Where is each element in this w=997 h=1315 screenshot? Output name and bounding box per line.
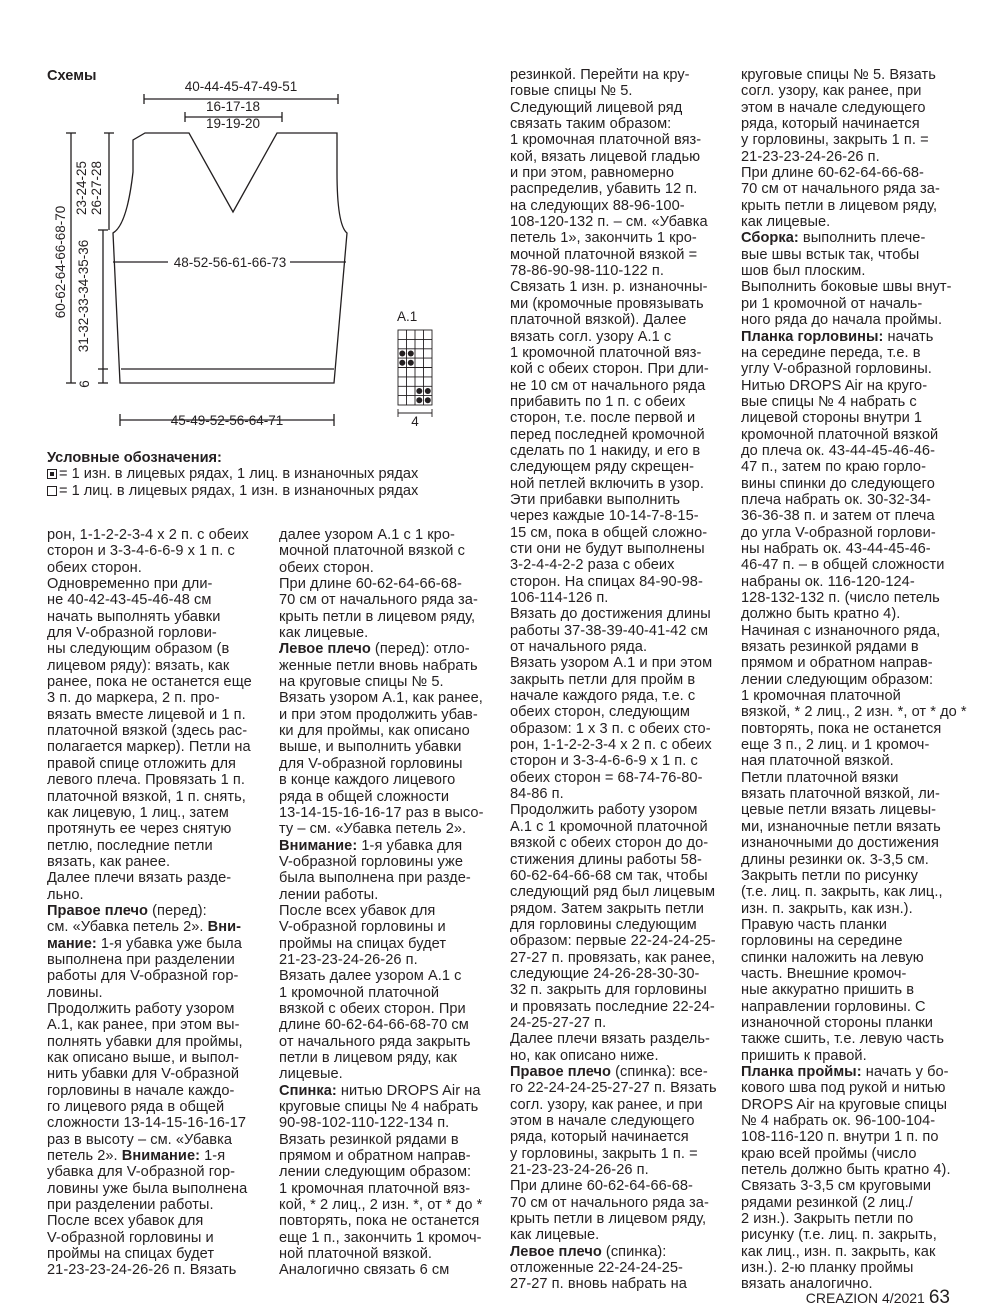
neck-label-2: 19-19-20 [205,116,261,131]
text-line: прибавить по 1 п. с обеих [510,393,686,410]
text-line: вины спинки до следующего [741,475,935,492]
text-line: Закрыть петли по рисунку [741,867,918,884]
text-line: ной платочной вязкой. [279,1246,433,1263]
text-line: Выполнить боковые швы внут- [741,279,952,296]
text-line: 78-86-90-98-110-122 п. [510,263,664,280]
text-line: 70 см от начального ряда за- [510,1194,709,1211]
text-line: этом в начале следующего [510,1113,695,1129]
text-line: 1 кромочной платочной [279,984,440,1001]
text-line: платочной вязкой). Далее [510,312,687,329]
text-line: закрыть петли для пройм в [510,671,696,688]
legend-item-filled: = 1 изн. в лицевых рядах, 1 лиц. в изнаночных рядах [47,466,418,482]
text-line: 27-27 п. вновь набрать на [510,1276,687,1293]
text-line: проймы на спицах будет [47,1246,215,1263]
text-line: направлении горловины. С [741,998,926,1015]
text-line: раз в высоту – см. «Убавка [47,1131,233,1148]
text-line: стижения длины работы 58- [510,851,702,868]
text-line: еще 3 п., 2 лиц. и 1 кромоч- [741,737,930,754]
text-line: го 22-24-24-25-27-27 п. Вязать [510,1080,717,1097]
text-line: 13-14-15-16-16-17 раз в высо- [279,804,484,821]
text-line: на круговые спицы № 5. [279,674,444,691]
text-line: При длине 60-62-64-66-68- [741,165,924,182]
text-line: рон, 1-1-2-2-3-4 х 2 п. с обеих [47,527,249,543]
text-line: от начального ряда. [510,639,648,656]
text-line: лении следующим образом: [741,671,934,688]
text-line: вязкой, * 2 лиц., 2 изн. *, от * до * [741,704,967,721]
text-line: длины резинки ок. 3-3,5 см. [741,851,929,868]
text-line: обеих сторон = 68-74-76-80- [510,769,703,786]
text-line: как лицевую, 1 лиц., затем [47,804,229,821]
legend-heading: Условные обозначения: [47,450,222,466]
legend [47,450,418,499]
text-line: крыть петли в лицевом ряду, [510,1211,707,1228]
text-line: После всех убавок для [279,902,436,919]
text-line: (т.е. лиц. п. закрыть, как лиц., [741,884,943,901]
legend-item-empty: = 1 лиц. в лицевых рядах, 1 изн. в изнаночных рядах [47,483,418,499]
text-line: до угла V-образной горлови- [741,524,936,541]
text-line: 60-62-64-66-68 см так, чтобы [510,867,708,884]
text-line: ряда в общей сложности [279,788,450,805]
text-line: лицевые. [279,1066,343,1083]
text-line: петель 1», закончить 1 кро- [510,230,697,247]
text-line: 108-116-120 п. внутри 1 п. по [741,1129,939,1146]
total-length-label: 60-62-64-66-68-70 [53,205,68,319]
text-line: ми (кромочные провязывать [510,295,704,312]
text-line: для V-образной горлови- [47,625,217,642]
text-line: ряда, который начинается [741,116,920,133]
text-line: 108-120-132 п. – см. «Убавка [510,214,708,231]
text-line: № 4 набрать ок. 96-100-104- [741,1113,936,1129]
text-line: должно быть кратно 4). [741,606,901,623]
text-line: набраны ок. 116-120-124- [741,573,915,590]
text-line: следующем ряду скрещен- [510,459,695,476]
text-line: Вязать узором А.1 и при этом [510,655,713,672]
text-line: от начального ряда закрыть [279,1033,471,1050]
right-shoulder-back-heading: Правое плечо (спинка): все- [510,1063,708,1080]
text-line: далее узором А.1 с 1 кро- [279,527,455,543]
text-column-2 [279,527,484,1279]
text-line: до плеча ок. 43-44-45-46-46- [741,442,935,459]
text-line: через каждые 10-14-7-8-15- [510,508,699,525]
text-line: работы 37-38-39-40-41-42 см [510,622,709,639]
text-line: изнаночной стороны планки [741,1014,934,1031]
left-shoulder-front-heading: Левое плечо (перед): отло- [279,641,470,658]
text-line: убавка для V-образной гор- [47,1164,236,1181]
text-line: 32 п. закрыть для горловины [510,982,707,999]
text-line: следующий ряд был лицевым [510,884,716,901]
text-line: кой с обеих сторон. При дли- [510,361,709,378]
text-line: ранее, пока не останется еще [47,674,252,691]
text-line: пришить к правой. [741,1047,867,1064]
text-line: как лицевые. [279,625,369,642]
text-line: 2 изн.). Закрыть петли по [741,1211,914,1228]
text-line: вые швы встык так, чтобы [741,246,920,263]
text-line: горловины на середине [741,933,903,950]
text-line: Начиная с изнаночного ряда, [741,622,941,639]
text-line: Одновременно при дли- [47,576,213,593]
neck-label-1: 16-17-18 [205,99,261,114]
rib-label: 6 [77,380,92,388]
text-line: 27-27 п. провязать, как ранее, [510,949,716,966]
col1-lines [47,527,252,903]
text-line: При длине 60-62-64-66-68- [279,576,462,593]
text-column-1: рон, 1-1-2-2-3-4 х 2 п. с обеих сторон и 3-3-4-6-6-9 х 1 п. с обеих сторон. Одновременно при дли- не 40-42-43-45-46-48 см начать выполнять убавки для V-образной горлови- ны следующим образом (в лицевом ряду): вязать, как ранее, пока не останется еще 3 п. до маркера, 2 п. про- вязать вместе лицевой и 1 п. платочной вязкой (здесь рас- полагается маркер). Петли на правой спице отложить для левого плеча. Провязать 1 п. платочной вязкой, 1 п. снять, как лицевую, 1 лиц., затем протянуть ее через снятую петлю, последние петли вязать, как ранее. Далее плечи вязать разде- льно. Правое плечо (перед): см. «Убавка петель 2». Вни- мание: 1-я убавка уже была выполнена при разделении работы для V-образной гор- ловины. Продолжить работу узором А.1, как ранее, при этом вы- полнять убавки для проймы, как описано выше, и выпол- нить убавки для V-образной горловины в начале каждо- го лицевого ряда в общей сложности 13-14-15-16-16-17 раз в высоту – см. «Убавка петель 2». Внимание: 1-я убавка для V-образной гор- ловины уже была выполнена при разделении работы. После всех убавок для V-образной горловины и проймы на спицах будет 21-23-23-24-26-26 п. Вязать [47,527,252,1279]
text-line: 3 п. до маркера, 2 п. про- [47,690,220,707]
text-line: кой, * 2 лиц., 2 изн. *, от * до * [279,1197,483,1214]
text-line: обеих сторон. [47,559,142,576]
text-line: Эти прибавки выполнить [510,491,681,508]
text-line: выше, и выполнить убавки [279,739,462,756]
text-line: V-образной горловины уже [279,853,463,870]
text-line: DROPS Air на круговые спицы [741,1096,947,1113]
text-line: 70 см от начального ряда за- [741,181,940,198]
text-line: сложности 13-14-15-16-16-17 [47,1115,247,1132]
text-line: мочной платочной вязкой с [279,543,465,560]
text-line: 21-23-23-24-26-26 п. [741,148,880,165]
text-line: ки для проймы, как описано [279,723,470,740]
text-line: повторять, пока не останется [279,1213,480,1230]
text-line: работы для V-образной гор- [47,968,239,985]
text-line: рисунку (т.е. лиц. п. закрыть, [741,1227,937,1244]
text-line: ряда, который начинается [510,1129,689,1146]
text-line: Вязать узором А.1, как ранее, [279,690,483,707]
text-line: сторон, т.е. после первой и [510,410,696,427]
text-line: в конце каждого лицевого [279,772,456,789]
text-line: протянуть ее через снятую [47,821,232,838]
text-line: краю всей проймы (число [741,1145,917,1162]
text-line: сторон и 3-3-4-6-6-9 х 1 п. с [47,543,235,560]
text-line: вязать согл. узору А.1 с [510,328,672,345]
text-line: Нитью DROPS Air на круго- [741,377,928,394]
text-line: длине 60-62-64-66-68-70 см [279,1017,469,1034]
text-line: Далее плечи вязать раздель- [510,1031,710,1048]
text-line: плеча набрать ок. 30-32-34- [741,491,931,508]
text-line: вязать, как ранее. [47,853,171,870]
text-line: После всех убавок для [47,1213,204,1230]
chest-label: 48-52-56-61-66-73 [173,255,287,270]
text-line: Связать 3-3,5 см круговыми [741,1178,932,1195]
text-line: левого плеча. Провязать 1 п. [47,772,245,789]
text-line: V-образной горловины и [47,1229,214,1246]
side-length-label: 31-32-33-34-35-36 [76,239,91,353]
back-heading: Спинка: нитью DROPS Air на [279,1082,481,1099]
bottom-label: 45-49-52-56-64-71 [170,413,284,428]
text-line: 1 кромочная платочной вяз- [279,1180,471,1197]
text-line: ловины. [47,984,103,1001]
text-line: круговые спицы № 4 набрать [279,1099,479,1116]
text-line: Далее плечи вязать разде- [47,870,232,887]
page-footer [806,1287,950,1309]
text-line: ри 1 кромочной от началь- [741,295,923,312]
armhole-label-2: 26-27-28 [89,160,104,216]
text-line: ны следующим образом (в [47,641,230,658]
text-line: рон, 1-1-2-2-3-4 х 2 п. с обеих [510,737,712,754]
text-line: повторять, пока не останется [741,720,942,737]
text-line: льно. [47,886,84,903]
text-line: вязкой с обеих сторон до до- [510,835,709,852]
text-line: 21-23-23-24-26-26 п. [510,1162,649,1179]
text-line: 1 кромочная платочной [741,688,901,705]
text-line: Вязать далее узором А.1 с [279,968,462,985]
neckband-heading: Планка горловины: начать [741,328,934,345]
text-line: согл. узору, как ранее, и при [510,1096,703,1113]
text-line: мочной платочной вязкой = [510,246,698,263]
text-line: но, как описано ниже. [510,1047,659,1064]
text-line: горловины в начале каждо- [47,1082,235,1099]
text-line: сти они не будут выполнены [510,540,705,557]
text-line: рядом. Затем закрыть петли [510,900,704,917]
text-line: резинкой. Перейти на кру- [510,67,690,83]
text-line: 70 см от начального ряда за- [279,592,478,609]
text-line: еще 1 п., закончить 1 кромоч- [279,1229,482,1246]
page-number: 63 [928,1287,950,1308]
text-line: для V-образной горловины [279,755,463,772]
text-line: углу V-образной горловины. [741,361,932,378]
text-line: Правую часть планки [741,916,887,933]
col1b-lines [47,952,252,1148]
text-line: вые спицы № 4 набрать с [741,393,917,410]
text-line: Продолжить работу узором [47,1000,235,1017]
text-line: лении работы. [279,886,379,903]
armhole-label-1: 23-24-25 [74,160,89,216]
text-line: Аналогично связать 6 см [279,1262,450,1279]
right-shoulder-front-heading: Правое плечо (перед): [47,902,207,919]
text-line: была выполнена при разде- [279,870,471,887]
filled-square-icon [47,469,57,479]
text-line: лицевой стороны внутри 1 [741,410,923,427]
text-line: не 10 см от начального ряда [510,377,706,394]
text-line: Вязать резинкой рядами в [279,1131,459,1148]
text-line: вязкой с обеих сторон. При [279,1000,466,1017]
text-line: При длине 60-62-64-66-68- [510,1178,693,1195]
text-line: петлю, последние петли [47,837,213,854]
text-line: согл. узору, как ранее, при [741,83,922,100]
text-line: и при этом продолжить убав- [279,706,478,723]
text-line: полнять убавки для проймы, [47,1033,243,1050]
text-line: Связать 1 изн. р. изнаночны- [510,279,708,296]
text-line: 36-36-38 п. и затем от плеча [741,508,935,525]
text-line: женные петли вновь набрать [279,657,478,674]
chart-a1-grid [398,330,432,417]
text-line: изн. п. закрыть, как изн.). [741,900,913,917]
text-line: петель должно быть кратно 4). [741,1162,951,1179]
assembly-heading: Сборка: выполнить плече- [741,230,926,247]
text-line: следующие 24-26-28-30-30- [510,965,700,982]
text-line: начать выполнять убавки [47,608,221,625]
text-line: при разделении работы. [47,1197,214,1214]
empty-square-icon [47,486,57,496]
text-line: 46-47 п. – в общей сложности [741,557,945,574]
text-line: часть. Внешние кромоч- [741,965,907,982]
text-line: Вязать до достижения длины [510,606,711,623]
text-line: вязать платочной вязкой, ли- [741,786,940,803]
text-line: полагается маркер). Петли на [47,739,251,756]
text-column-3 [510,67,717,1293]
text-line: нить убавки для V-образной [47,1066,240,1083]
text-line: лении следующим образом: [279,1164,472,1181]
text-line: говые спицы № 5. [510,83,633,100]
text-line: V-образной горловины и [279,919,446,936]
text-line: петли в лицевом ряду, как [279,1050,457,1066]
text-line: спинки наложить на левую [741,949,924,966]
text-line: этом в начале следующего [741,99,926,116]
text-line: сторон и 3-3-4-6-6-9 х 1 п. с [510,753,698,770]
top-width-label: 40-44-45-47-49-51 [184,79,298,94]
text-line: проймы на спицах будет [279,935,447,952]
text-line: кой, вязать лицевой гладью [510,148,701,165]
text-line: у горловины, закрыть 1 п. = [741,132,929,149]
text-line: А.1, как ранее, при этом вы- [47,1017,240,1034]
text-line: и при этом, равномерно [510,165,675,182]
text-line: как описано выше, и выпол- [47,1050,240,1066]
text-line: вязать резинкой рядами в [741,639,919,656]
text-line: 1 кромочная платочной вяз- [510,132,702,149]
text-line: кромочной платочной вязкой [741,426,939,443]
armhole-band-heading: Планка проймы: начать у бо- [741,1063,949,1080]
text-line: го лицевого ряда в общей [47,1099,225,1116]
text-line: Следующий лицевой ряд [510,99,683,116]
text-line: образом: первые 22-24-24-25- [510,933,716,950]
text-line: ного ряда до начала проймы. [741,312,943,329]
text-line: на следующих 88-96-100- [510,197,685,214]
text-line: 3-2-4-4-2-2 раза с обеих [510,557,675,574]
text-line: 21-23-23-24-26-26 п. Вязать [47,1262,237,1279]
text-line: для горловины следующим [510,916,697,933]
text-line: ной петлей включить в узор. [510,475,704,492]
text-line: Продолжить работу узором [510,802,698,819]
text-line: ная платочной вязкой. [741,753,894,770]
text-line: перед последней кромочной [510,426,705,443]
text-line: ту – см. «Убавка петель 2». [279,821,467,838]
text-line: цевые петли вязать лицевы- [741,802,937,819]
text-line: не 40-42-43-45-46-48 см [47,592,212,609]
left-shoulder-back-heading: Левое плечо (спинка): [510,1243,667,1260]
chart-a1-title: A.1 [397,309,418,324]
text-line: изн.). 2-ю планку проймы [741,1260,914,1277]
text-line: отложенные 22-24-24-25- [510,1260,683,1277]
text-line: круговые спицы № 5. Вязать [741,67,936,83]
schemes-title: Схемы [47,68,97,84]
text-line: кового шва под рукой и нитью [741,1080,946,1097]
attention-heading: Внимание: 1-я убавка для [279,837,463,854]
text-line: крыть петли в лицевом ряду, [279,608,476,625]
chart-a1-repeat: 4 [411,414,419,429]
text-line: правой спице отложить для [47,755,236,772]
text-line: платочной вязкой, 1 п. снять, [47,788,246,805]
text-line: шов был плоским. [741,263,866,280]
col1b-tail [47,1164,252,1278]
text-line: прямом и обратном направ- [741,655,933,672]
text-line: крыть петли в лицевом ряду, [741,197,938,214]
text-line: лицевом ряду): вязать, как [47,657,230,674]
text-line: 1 кромочной платочной вяз- [510,344,702,361]
text-line: ны набрать ок. 43-44-45-46- [741,540,931,557]
text-line: 90-98-102-110-122-134 п. [279,1115,450,1132]
text-line: как лицевые. [510,1227,600,1244]
text-line: обеих сторон. [279,559,374,576]
text-line: ловины уже была выполнена [47,1180,248,1197]
text-column-4 [741,67,967,1293]
text-line: выполнена при разделении [47,951,235,968]
text-line: 128-132-132 п. (число петель [741,590,940,606]
text-line: образом: 1 х 3 п. с обеих сто- [510,720,711,737]
text-line: как лиц., изн. п. закрыть, как [741,1243,936,1260]
text-line: и провязать последние 22-24- [510,998,715,1015]
text-line: ные аккуратно пришить в [741,982,915,999]
text-line: сторон. На спицах 84-90-98- [510,573,703,590]
text-line: прямом и обратном направ- [279,1148,471,1165]
text-line: вязать вместе лицевой и 1 п. [47,706,246,723]
text-line: на середине переда, т.е. в [741,344,921,361]
text-line: связать таким образом: [510,116,672,133]
text-line: начале каждого ряда, т.е. с [510,688,696,705]
text-line: сделать по 1 накиду, и его в [510,442,701,459]
text-line: 24-25-27-27 п. [510,1014,607,1031]
text-line: 21-23-23-24-26-26 п. [279,951,418,968]
text-line: как лицевые. [741,214,831,231]
text-line: также сшить, т.е. левую часть [741,1031,944,1048]
text-line: у горловины, закрыть 1 п. = [510,1145,698,1162]
text-line: распределив, убавить 12 п. [510,181,698,198]
text-line: вязать аналогично. [741,1276,873,1293]
text-line: 47 п., затем по краю горло- [741,459,926,476]
text-line: ми, изнаночные петли вязать [741,818,941,835]
text-line: 106-114-126 п. [510,590,609,606]
text-line: Петли платочной вязки [741,769,899,786]
text-line: обеих сторон, следующим [510,704,690,721]
text-line: рядами резинкой (2 лиц./ [741,1194,913,1211]
text-line: А.1 с 1 кромочной платочной [510,818,708,835]
text-line: платочной вязкой (здесь рас- [47,723,248,740]
magazine-issue: CREAZION 4/2021 [805,1290,925,1306]
chart-a1 [390,305,450,430]
text-line: 84-86 п. [510,786,564,803]
text-line: изнаночными до достижения [741,835,939,852]
text-line: 15 см, пока в общей сложно- [510,524,708,541]
